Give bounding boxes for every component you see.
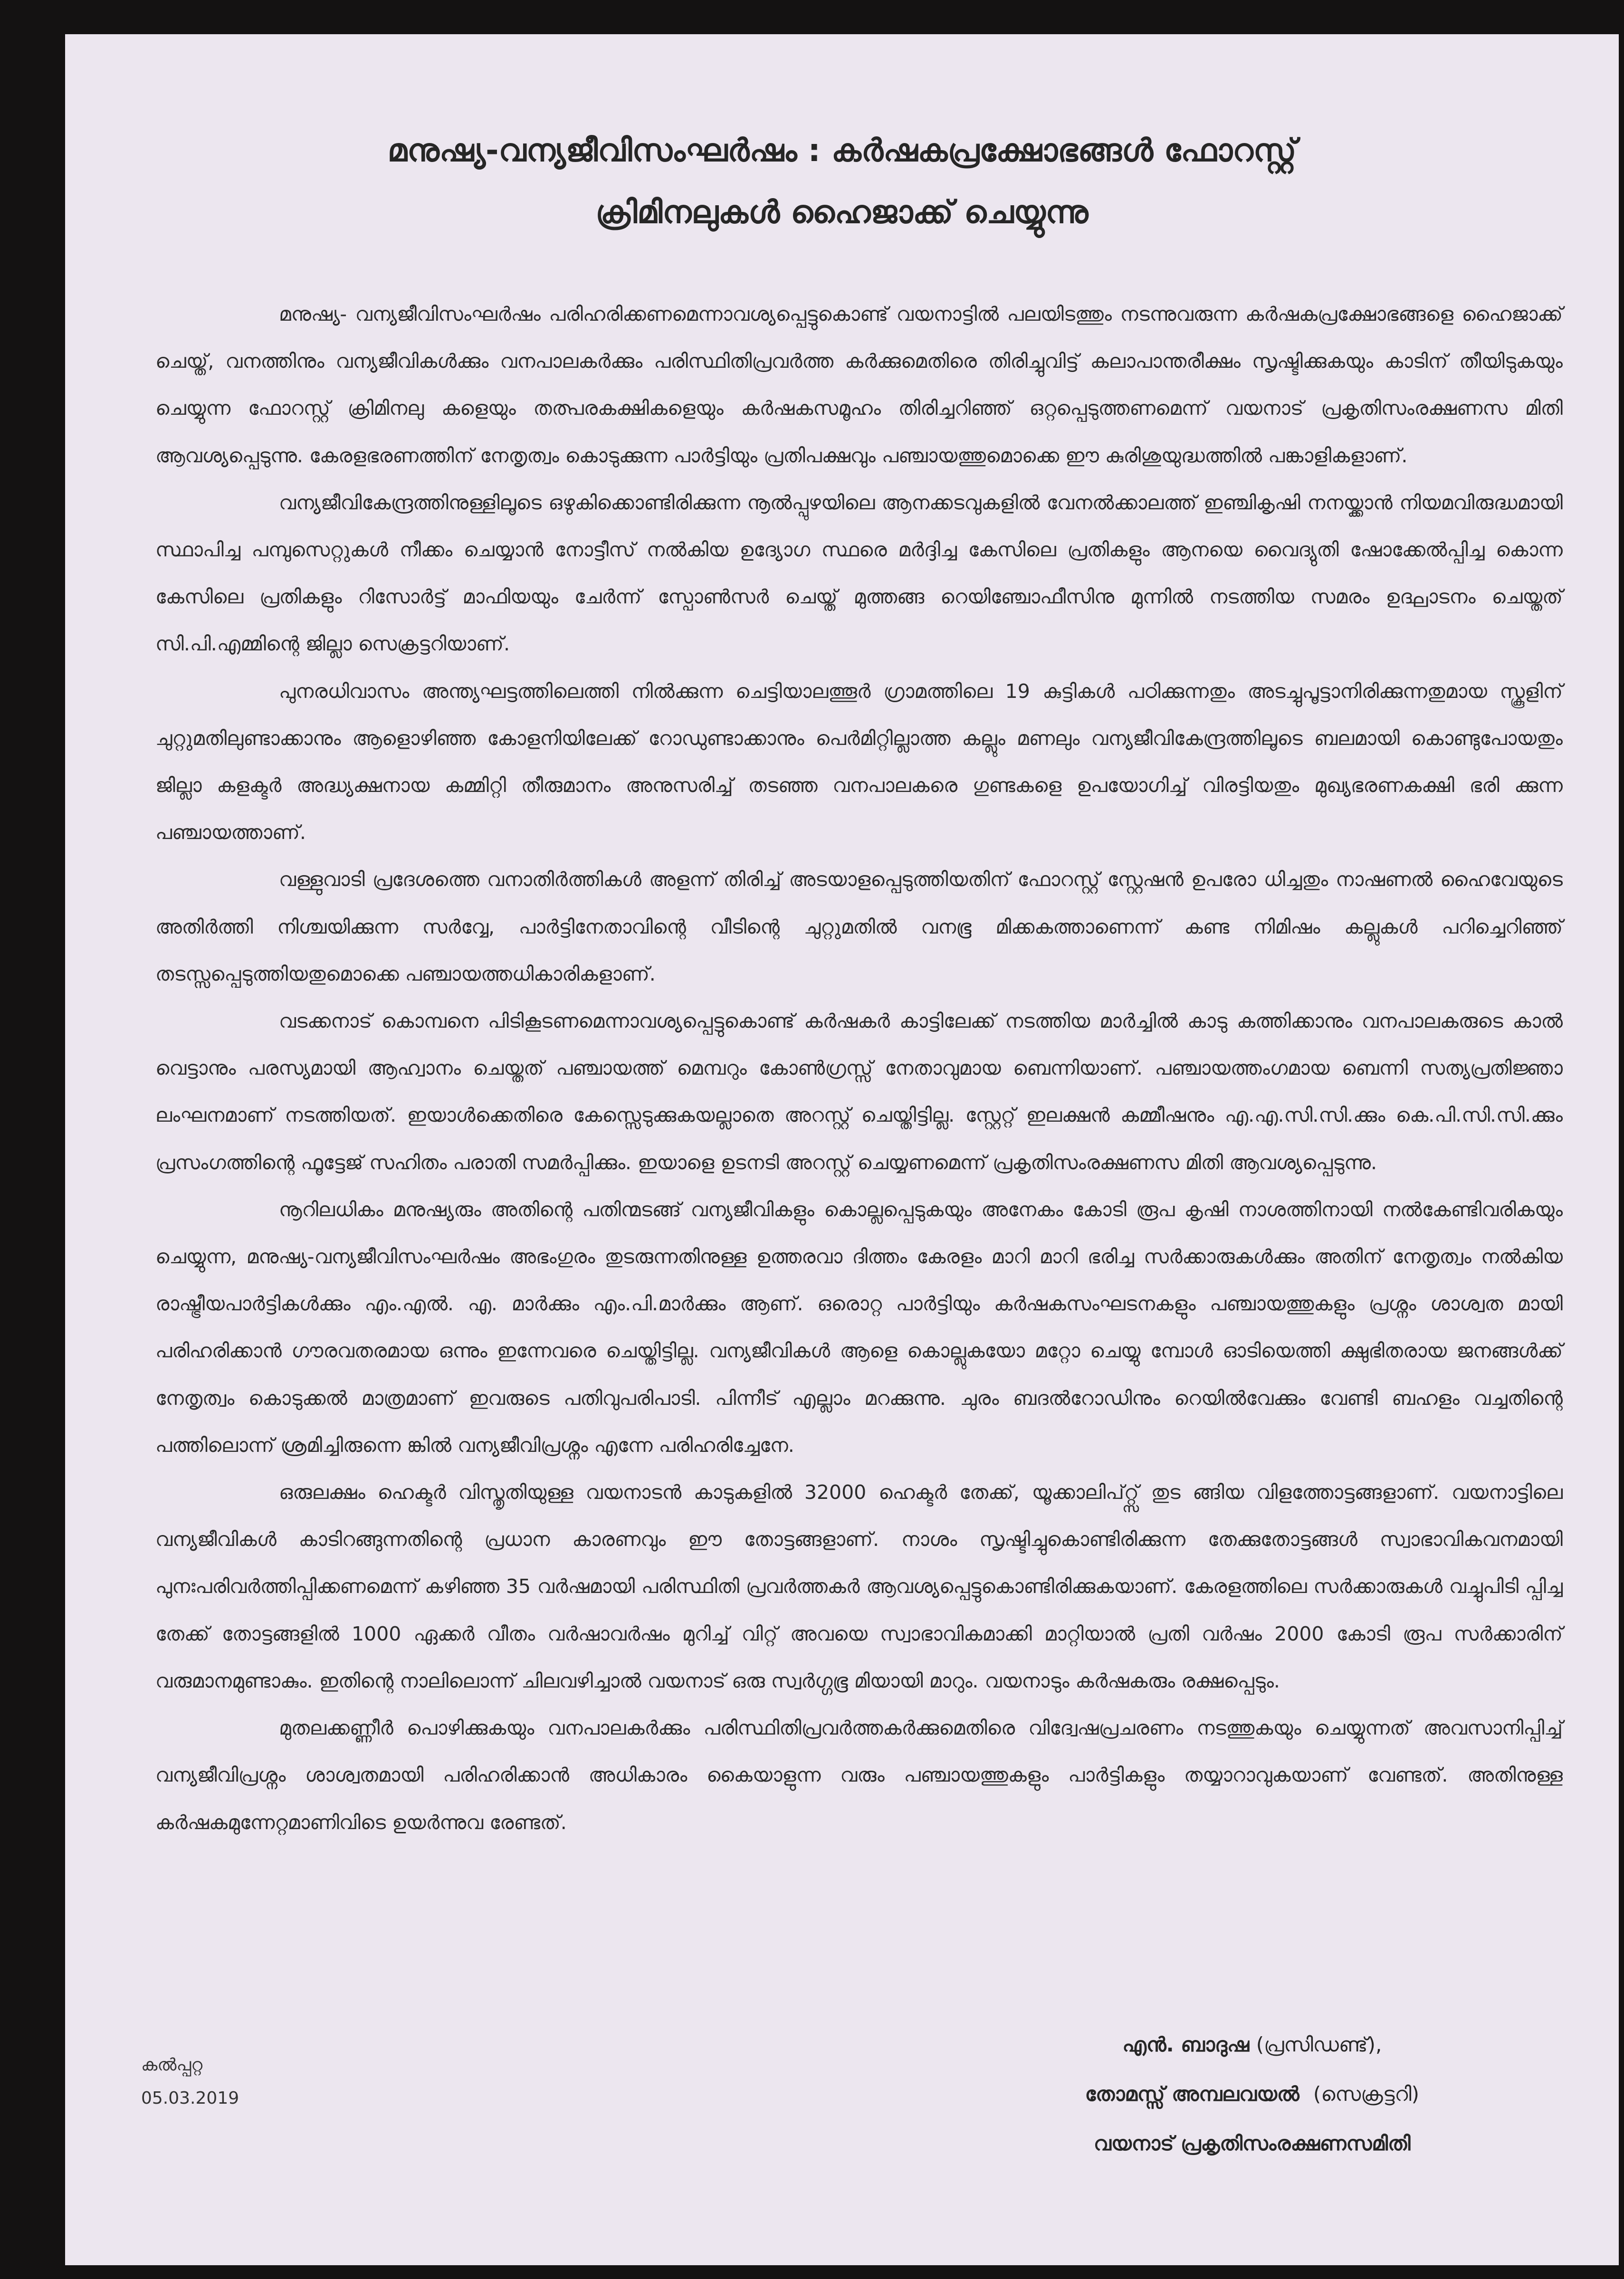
signature-block [1085, 2020, 1419, 2168]
paragraph-7: ഒരുലക്ഷം ഹെക്ടർ വിസ്തൃതിയുള്ള വയനാടൻ കാടുകളിൽ 32000 ഹെക്ടർ തേക്ക്, യൂക്കാലിപ്റ്റ്സ് തുട ങ്ങിയ വിളത്തോട്ടങ്ങളാണ്. വയനാട്ടിലെ വന്യജീവികൾ കാടിറങ്ങുന്നതിന്റെ പ്രധാന കാരണവും ഈ തോട്ടങ്ങളാണ്. നാശം സൃഷ്ടിച്ചുകൊണ്ടിരിക്കുന്ന തേക്കുതോട്ടങ്ങൾ സ്വാഭാവികവനമായി പുനഃപരിവർത്തിപ്പിക്കണമെന്ന് കഴിഞ്ഞ 35 വർഷമായി പരിസ്ഥിതി പ്രവർത്തകർ ആവശ്യപ്പെട്ടുകൊണ്ടിരിക്കുകയാണ്. കേരളത്തിലെ സർക്കാരുകൾ വച്ചുപിടി പ്പിച്ച തേക്ക് തോട്ടങ്ങളിൽ 1000 ഏക്കർ വീതം വർഷാവർഷം മുറിച്ച് വിറ്റ് അവയെ സ്വാഭാവികമാക്കി മാറ്റിയാൽ പ്രതി വർഷം 2000 കോടി രൂപ സർക്കാരിന് വരുമാനമുണ്ടാകും. ഇതിന്റെ നാലിലൊന്ന് ചിലവഴിച്ചാൽ വയനാട് ഒരു സ്വർഗ്ഗഭൂ മിയായി മാറും. വയനാടും കർഷകരും രക്ഷപ്പെടും. [155, 1481, 1563, 1692]
paragraph-3: പുനരധിവാസം അന്ത്യഘട്ടത്തിലെത്തി നിൽക്കുന്ന ചെട്ടിയാലത്തൂർ ഗ്രാമത്തിലെ 19 കുട്ടികൾ പഠിക്കുന്നതും അടച്ചുപൂട്ടാനിരിക്കുന്നതുമായ സ്കൂളിന് ചുറ്റുമതിലുണ്ടാക്കാനും ആളൊഴിഞ്ഞ കോളനിയിലേക്ക് റോഡുണ്ടാക്കാനും പെർമിറ്റില്ലാത്ത കല്ലും മണലും വന്യജീവികേന്ദ്രത്തിലൂടെ ബലമായി കൊണ്ടുപോയതും ജില്ലാ കളക്ടർ അദ്ധ്യക്ഷനായ കമ്മിറ്റി തീരുമാനം അനുസരിച്ച് തടഞ്ഞ വനപാലകരെ ഗുണ്ടകളെ ഉപയോഗിച്ച് വിരട്ടിയതും മുഖ്യഭരണകക്ഷി ഭരി ക്കുന്ന പഞ്ചായത്താണ്. [155, 679, 1563, 844]
organization-name: വയനാട് പ്രകൃതിസംരക്ഷണസമിതി [1093, 2132, 1411, 2155]
title-line-1: മനുഷ്യ-വന്യജീവിസംഘർഷം : കർഷകപ്രക്ഷോഭങ്ങൾ ഫോറസ്റ്റ് [387, 132, 1297, 169]
title-line-2: ക്രിമിനലുകൾ ഹൈജാക്ക് ചെയ്യുന്നു [595, 194, 1089, 230]
place-date-block [141, 2049, 239, 2115]
paragraph-4: വള്ളുവാടി പ്രദേശത്തെ വനാതിർത്തികൾ അളന്ന് തിരിച്ച് അടയാളപ്പെടുത്തിയതിന് ഫോറസ്റ്റ് സ്റ്റേഷൻ ഉപരോ ധിച്ചതും നാഷണൽ ഹൈവേയുടെ അതിർത്തി നിശ്ചയിക്കുന്ന സർവ്വേ, പാർട്ടിനേതാവിന്റെ വീടിന്റെ ചുറ്റുമതിൽ വനഭൂ മിക്കകത്താണെന്ന് കണ്ട നിമിഷം കല്ലുകൾ പറിച്ചെറിഞ്ഞ് തടസ്സപ്പെടുത്തിയതുമൊക്കെ പഞ്ചായത്തധികാരികളാണ്. [155, 868, 1563, 985]
paragraph-6: നൂറിലധികം മനുഷ്യരും അതിന്റെ പതിന്മടങ്ങ് വന്യജീവികളും കൊല്ലപ്പെടുകയും അനേകം കോടി രൂപ കൃഷി നാശത്തിനായി നൽകേണ്ടിവരികയും ചെയ്യുന്ന, മനുഷ്യ-വന്യജീവിസംഘർഷം അഭംഗുരം തുടരുന്നതിനുള്ള ഉത്തരവാ ദിത്തം കേരളം മാറി മാറി ഭരിച്ച സർക്കാരുകൾക്കും അതിന് നേതൃത്വം നൽകിയ രാഷ്ട്രീയപാർട്ടികൾക്കും എം.എൽ. എ. മാർക്കും എം.പി.മാർക്കും ആണ്. ഒരൊറ്റ പാർട്ടിയും കർഷകസംഘടനകളും പഞ്ചായത്തുകളും പ്രശ്നം ശാശ്വത മായി പരിഹരിക്കാൻ ഗൗരവതരമായ ഒന്നും ഇന്നേവരെ ചെയ്തിട്ടില്ല. വന്യജീവികൾ ആളെ കൊല്ലുകയോ മറ്റോ ചെയ്യു മ്പോൾ ഓടിയെത്തി ക്ഷുഭിതരായ ജനങ്ങൾക്ക് നേതൃത്വം കൊടുക്കൽ മാത്രമാണ് ഇവരുടെ പതിവുപരിപാടി. പിന്നീട് എല്ലാം മറക്കുന്നു. ചുരം ബദൽറോഡിനും റെയിൽവേക്കും വേണ്ടി ബഹളം വച്ചതിന്റെ പത്തിലൊന്ന് ശ്രമിച്ചിരുന്നെ ങ്കിൽ വന്യജീവിപ്രശ്നം എന്നേ പരിഹരിച്ചേനേ. [155, 1198, 1563, 1457]
document-page [65, 34, 1619, 2265]
secretary-name: തോമസ്സ് അമ്പലവയൽ [1085, 2082, 1299, 2106]
signatory-president [1085, 2020, 1419, 2069]
date: 05.03.2019 [141, 2088, 239, 2108]
place: കൽപ്പറ്റ [141, 2055, 203, 2075]
paragraph-8: മുതലക്കണ്ണീർ പൊഴിക്കുകയും വനപാലകർക്കും പരിസ്ഥിതിപ്രവർത്തകർക്കുമെതിരെ വിദ്വേഷപ്രചരണം നടത്തുകയും ചെയ്യുന്നത് അവസാനിപ്പിച്ച് വന്യജീവിപ്രശ്നം ശാശ്വതമായി പരിഹരിക്കാൻ അധികാരം കൈയാളുന്ന വരും പഞ്ചായത്തുകളും പാർട്ടികളും തയ്യാറാവുകയാണ് വേണ്ടത്. അതിനുള്ള കർഷകമുന്നേറ്റമാണിവിടെ ഉയർന്നുവ രേണ്ടത്. [155, 1716, 1563, 1834]
president-name: എൻ. ബാദുഷ [1122, 2033, 1250, 2056]
secretary-role: (സെക്രട്ടറി) [1313, 2082, 1419, 2106]
paragraph-2: വന്യജീവികേന്ദ്രത്തിനുള്ളിലൂടെ ഒഴുകിക്കൊണ്ടിരിക്കുന്ന നൂൽപ്പുഴയിലെ ആനക്കടവുകളിൽ വേനൽക്കാലത്ത് ഇഞ്ചികൃഷി നനയ്ക്കാൻ നിയമവിരുദ്ധമായി സ്ഥാപിച്ച പമ്പുസെറ്റുകൾ നീക്കം ചെയ്യാൻ നോട്ടീസ് നൽകിയ ഉദ്യോഗ സ്ഥരെ മർദ്ദിച്ച കേസിലെ പ്രതികളും ആനയെ വൈദ്യുതി ഷോക്കേൽപ്പിച്ച കൊന്ന കേസിലെ പ്രതികളും റിസോർട്ട് മാഫിയയും ചേർന്ന് സ്പോൺസർ ചെയ്ത് മുത്തങ്ങ റെയിഞ്ചോഫീസിനു മുന്നിൽ നടത്തിയ സമരം ഉദ്ഘാടനം ചെയ്തത് സി.പി.എമ്മിന്റെ ജില്ലാ സെക്രട്ടറിയാണ്. [155, 491, 1563, 656]
document-title [65, 120, 1619, 243]
document-body [155, 291, 1563, 1846]
signatory-secretary [1085, 2069, 1419, 2119]
president-role: (പ്രസിഡണ്ട്), [1256, 2033, 1382, 2056]
paragraph-5: വടക്കനാട് കൊമ്പനെ പിടികൂടണമെന്നാവശ്യപ്പെട്ടുകൊണ്ട് കർഷകർ കാട്ടിലേക്ക് നടത്തിയ മാർച്ചിൽ കാടു കത്തിക്കാനും വനപാലകരുടെ കാൽ വെട്ടാനും പരസ്യമായി ആഹ്വാനം ചെയ്തത് പഞ്ചായത്ത് മെമ്പറും കോൺഗ്രസ്സ് നേതാവുമായ ബെന്നിയാണ്. പഞ്ചായത്തംഗമായ ബെന്നി സത്യപ്രതിജ്ഞാ ലംഘനമാണ് നടത്തിയത്. ഇയാൾക്കെതിരെ കേസ്സെടുക്കുകയല്ലാതെ അറസ്റ്റ് ചെയ്തിട്ടില്ല. സ്റ്റേറ്റ് ഇലക്ഷൻ കമ്മീഷനും എ.എ.സി.സി.ക്കും കെ.പി.സി.സി.ക്കും പ്രസംഗത്തിന്റെ ഫൂട്ടേജ് സഹിതം പരാതി സമർപ്പിക്കും. ഇയാളെ ഉടനടി അറസ്റ്റ് ചെയ്യണമെന്ന് പ്രകൃതിസംരക്ഷണസ മിതി ആവശ്യപ്പെടുന്നു. [155, 1010, 1563, 1174]
paragraph-1: മനുഷ്യ- വന്യജീവിസംഘർഷം പരിഹരിക്കണമെന്നാവശ്യപ്പെട്ടുകൊണ്ട് വയനാട്ടിൽ പലയിടത്തും നടന്നുവരുന്ന കർഷകപ്രക്ഷോഭങ്ങളെ ഹൈജാക്ക് ചെയ്ത്, വനത്തിനും വന്യജീവികൾക്കും വനപാലകർക്കും പരിസ്ഥിതിപ്രവർത്ത കർക്കുമെതിരെ തിരിച്ചുവിട്ട് കലാപാന്തരീക്ഷം സൃഷ്ടിക്കുകയും കാടിന് തീയിടുകയും ചെയ്യുന്ന ഫോറസ്റ്റ് ക്രിമിനലു കളെയും തത്പരകക്ഷികളെയും കർഷകസമൂഹം തിരിച്ചറിഞ്ഞ് ഒറ്റപ്പെടുത്തണമെന്ന് വയനാട് പ്രകൃതിസംരക്ഷണസ മിതി ആവശ്യപ്പെടുന്നു. കേരളഭരണത്തിന് നേതൃത്വം കൊടുക്കുന്ന പാർട്ടിയും പ്രതിപക്ഷവും പഞ്ചായത്തുമൊക്കെ ഈ കുരിശുയുദ്ധത്തിൽ പങ്കാളികളാണ്. [155, 303, 1563, 467]
